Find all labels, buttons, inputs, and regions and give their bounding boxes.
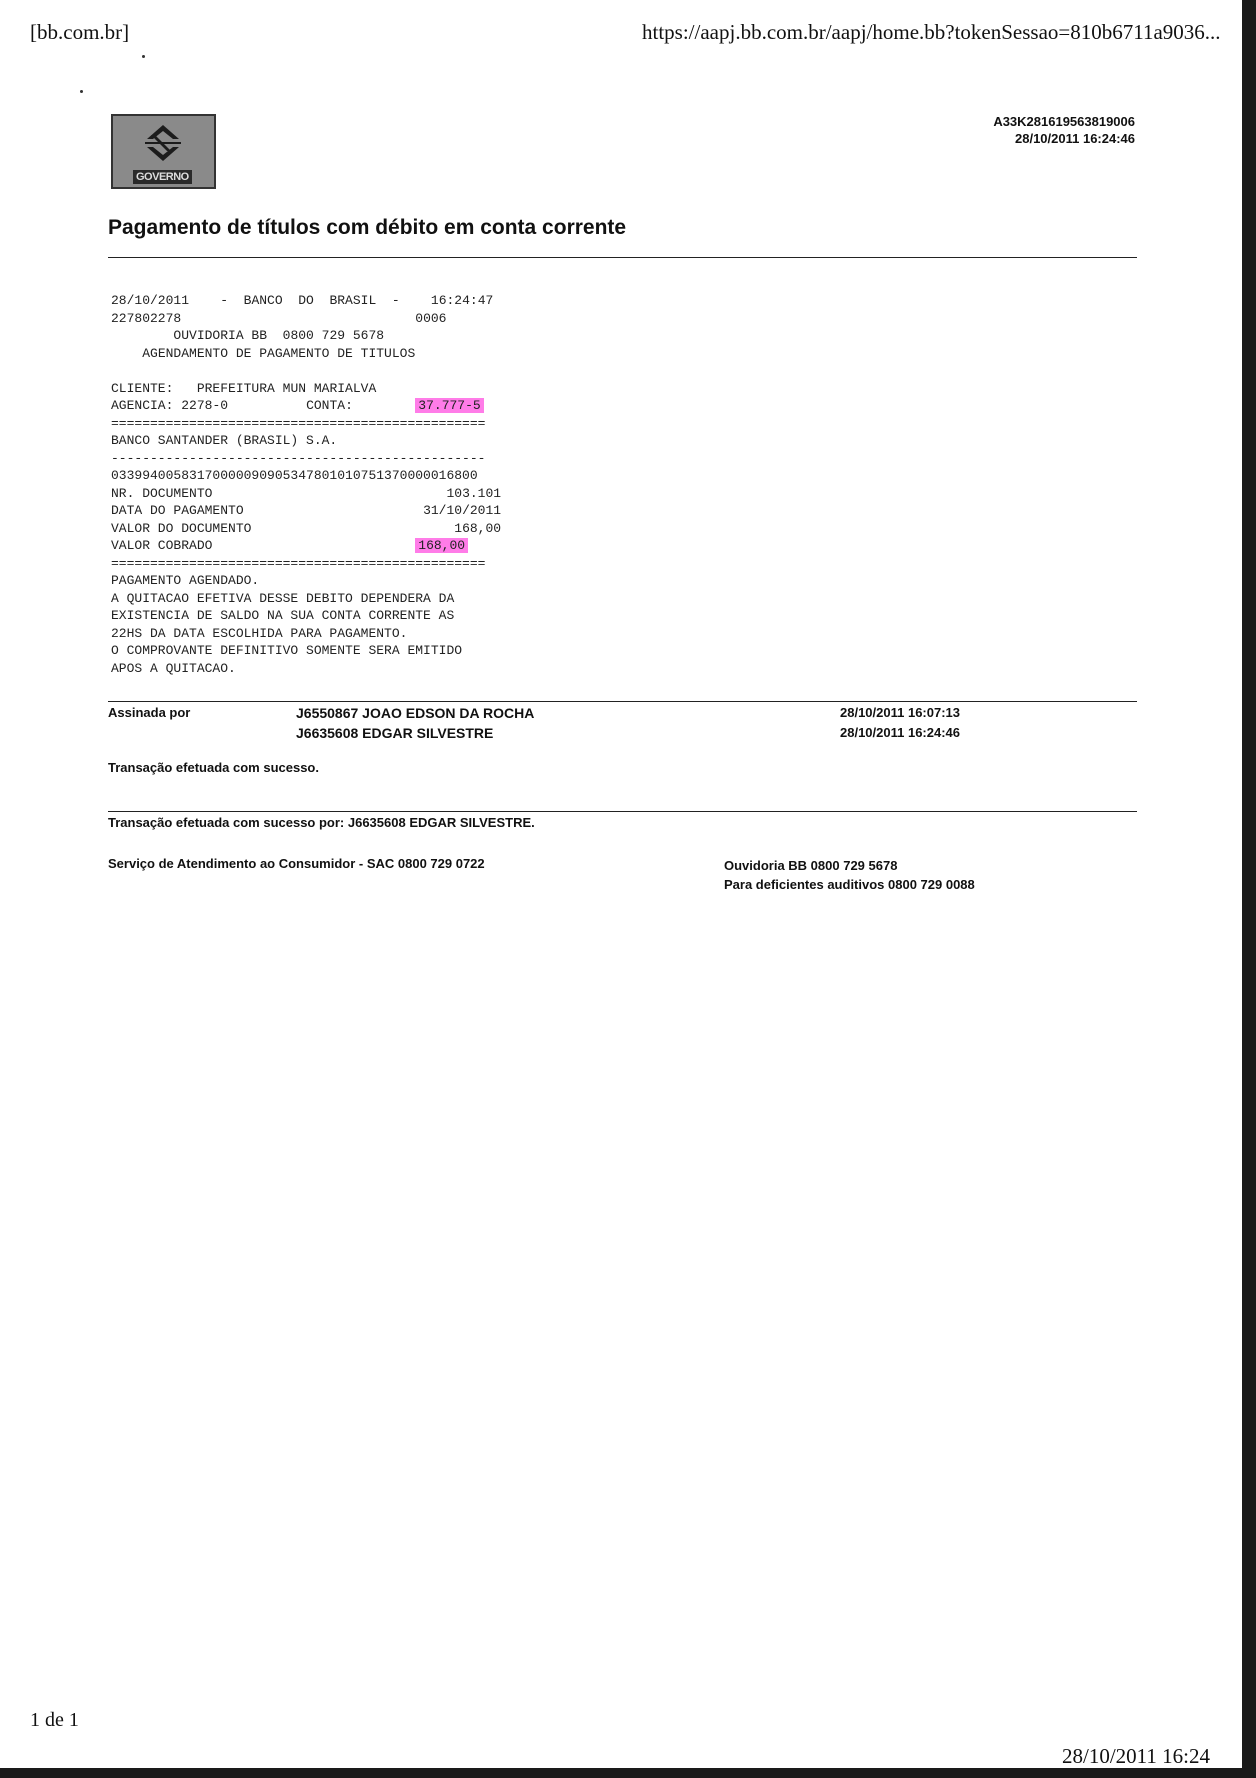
receipt-bank: - BANCO DO BRASIL - <box>220 293 400 308</box>
divider <box>108 811 1137 812</box>
deficientes-contact: Para deficientes auditivos 0800 729 0088 <box>724 877 975 892</box>
scan-speck <box>80 90 83 93</box>
signer-datetime: 28/10/2011 16:07:13 <box>840 705 960 720</box>
logo-caption: GOVERNO <box>133 170 192 184</box>
signer-datetime: 28/10/2011 16:24:46 <box>840 725 960 740</box>
bank-logo <box>111 114 216 189</box>
divider <box>108 701 1137 702</box>
valor-documento-label: VALOR DO DOCUMENTO <box>111 520 252 536</box>
note-line: A QUITACAO EFETIVA DESSE DEBITO DEPENDERA DA <box>111 590 455 606</box>
nr-documento-label: NR. DOCUMENTO <box>111 485 213 501</box>
signed-by-label: Assinada por <box>108 705 191 720</box>
double-separator: ================================================ <box>111 555 486 571</box>
print-header-site: [bb.com.br] <box>30 20 130 44</box>
scan-edge-bottom <box>0 1768 1256 1778</box>
status-message: Transação efetuada com sucesso. <box>108 760 319 775</box>
page-title: Pagamento de títulos com débito em conta corrente <box>108 216 627 239</box>
valor-cobrado-label: VALOR COBRADO <box>111 538 213 553</box>
receipt-sequence: 0006 <box>415 310 447 326</box>
receipt-title: AGENDAMENTO DE PAGAMENTO DE TITULOS <box>142 345 416 361</box>
valor-documento-value: 168,00 <box>454 520 502 536</box>
data-pagamento-label: DATA DO PAGAMENTO <box>111 503 244 518</box>
conta-label: CONTA: <box>306 398 353 413</box>
single-separator: ------------------------------------------------ <box>111 450 486 466</box>
cliente-label: CLIENTE: <box>111 380 174 396</box>
note-line: APOS A QUITACAO. <box>111 660 236 676</box>
receipt-time: 16:24:47 <box>430 293 494 308</box>
document-meta <box>993 113 1135 147</box>
receipt-terminal: 227802278 <box>111 310 182 326</box>
note-line: EXISTENCIA DE SALDO NA SUA CONTA CORRENTE AS <box>111 608 455 623</box>
receipt <box>111 292 541 677</box>
scan-edge-right <box>1242 0 1256 1778</box>
note-line: 22HS DA DATA ESCOLHIDA PARA PAGAMENTO. <box>111 625 408 641</box>
ouvidoria-contact: Ouvidoria BB 0800 729 5678 <box>724 858 898 873</box>
page-number: 1 de 1 <box>30 1709 79 1731</box>
document-code: A33K281619563819006 <box>993 114 1135 129</box>
divider <box>108 257 1137 258</box>
cliente-value: PREFEITURA MUN MARIALVA <box>196 380 377 396</box>
sac-contact: Serviço de Atendimento ao Consumidor - SAC 0800 729 0722 <box>108 856 485 871</box>
nr-documento-value: 103.101 <box>446 485 502 501</box>
signer-name: J6550867 JOAO EDSON DA ROCHA <box>296 705 535 721</box>
footer-contacts <box>724 856 975 894</box>
conta-value: 37.777-5 <box>415 398 483 413</box>
note-line: PAGAMENTO AGENDADO. <box>111 573 260 588</box>
receipt-ouvidoria: OUVIDORIA BB 0800 729 5678 <box>173 328 385 343</box>
status-message-by: Transação efetuada com sucesso por: J6635608 EDGAR SILVESTRE. <box>108 815 535 830</box>
receipt-date: 28/10/2011 <box>111 293 190 308</box>
beneficiary-bank: BANCO SANTANDER (BRASIL) S.A. <box>111 433 338 448</box>
print-datetime: 28/10/2011 16:24 <box>1062 1744 1210 1768</box>
agencia-label: AGENCIA: <box>111 398 174 413</box>
double-separator: ================================================ <box>111 415 486 431</box>
agencia-value: 2278-0 <box>181 398 229 413</box>
signer-name: J6635608 EDGAR SILVESTRE <box>296 725 494 741</box>
note-line: O COMPROVANTE DEFINITIVO SOMENTE SERA EMITIDO <box>111 643 463 658</box>
data-pagamento-value: 31/10/2011 <box>423 503 502 518</box>
valor-cobrado-value: 168,00 <box>415 538 468 553</box>
scan-speck <box>142 55 145 58</box>
print-header-url: https://aapj.bb.com.br/aapj/home.bb?tokenSessao=810b6711a9036... <box>642 20 1221 44</box>
barcode-number: 03399400583170000090905347801010751370000016800 <box>111 468 478 483</box>
document-datetime: 28/10/2011 16:24:46 <box>1015 131 1135 146</box>
